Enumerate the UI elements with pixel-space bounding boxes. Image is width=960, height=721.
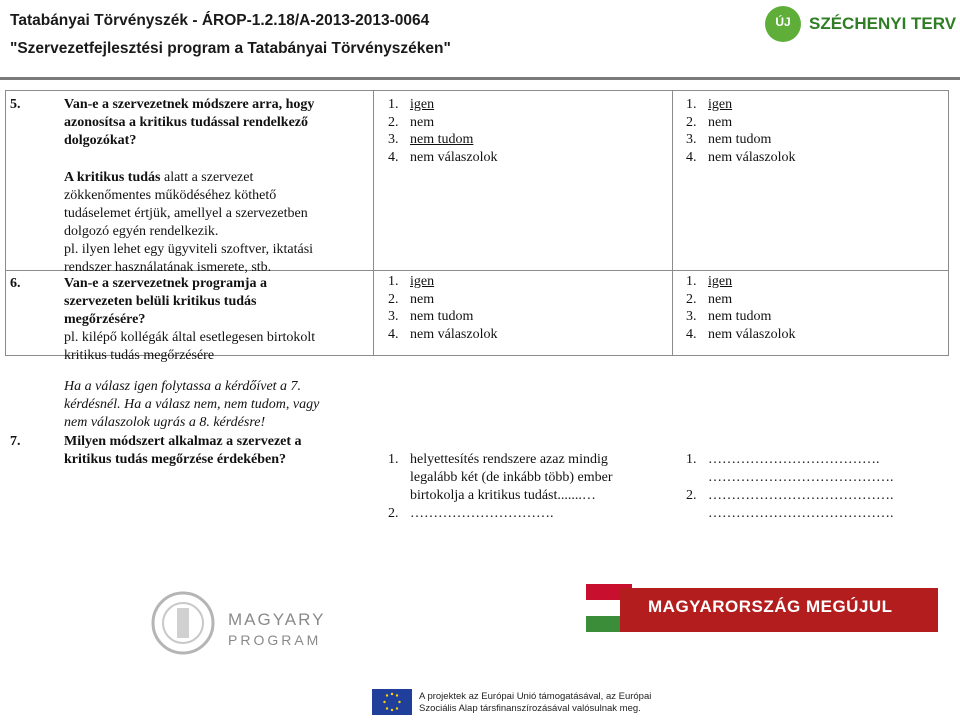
question-7-text: Milyen módszert alkalmaz a szervezet a kritikus tudás megőrzése érdekében?: [64, 434, 302, 467]
header-divider: [0, 77, 960, 80]
list-item: 2. nem: [686, 291, 733, 307]
question-5-explanation: A kritikus tudás alatt a szervezet zökkenőmentes működéséhez köthető tudáselemet értjük, amellyel a szervezetben dolgozó egyén rendelkezik. pl. ilyen lehet egy ügyviteli szoftver, iktatási rendszer használatának ismerete, stb.: [64, 170, 314, 275]
magyary-program-logo: [140, 582, 340, 662]
magyarorszag-megujul-logo: [580, 578, 942, 630]
question-5-number: 5.: [10, 97, 21, 112]
question-5-text: Van-e a szervezetnek módszere arra, hogy azonosítsa a kritikus tudással rendelkező dolgozókat?: [64, 97, 315, 148]
question-7-number: 7.: [10, 434, 21, 449]
question-6-number: 6.: [10, 276, 21, 291]
question-7-answer-b: 1. ………………………………. …………………………………. 2. …………………………………. ………………………………….: [686, 452, 894, 521]
list-item: 3. nem tudom: [686, 309, 772, 324]
list-item: 3. nem tudom: [388, 132, 474, 147]
question-6-text: Van-e a szervezetnek programja a szervezeten belüli kritikus tudás megőrzésére?: [64, 276, 267, 327]
list-item: 1. igen: [686, 274, 733, 289]
page-subtitle: "Szervezetfejlesztési program a Tatabányai Törvényszéken": [10, 40, 451, 57]
page-title: Tatabányai Törvényszék - ÁROP-1.2.18/A-2013-2013-0064: [10, 12, 430, 29]
uj-badge-text: ÚJ: [775, 15, 791, 29]
list-item: 1. igen: [388, 274, 435, 289]
list-item: 1. igen: [686, 97, 733, 112]
question-6-skip-note: Ha a válasz igen folytassa a kérdőívet a 7. kérdésnél. Ha a válasz nem, nem tudom, vagy nem válaszolok ugrás a 8. kérdésre!: [64, 379, 320, 430]
magyary-subtitle: PROGRAM: [228, 632, 322, 648]
megujul-banner-text: MAGYARORSZÁG MEGÚJUL: [648, 597, 893, 616]
list-item: 2. nem: [686, 114, 733, 130]
magyary-title: MAGYARY: [228, 610, 326, 629]
list-item: 4. nem válaszolok: [388, 326, 498, 342]
list-item: 2. nem: [388, 291, 435, 307]
magyary-emblem-icon: [150, 590, 216, 656]
list-item: 3. nem tudom: [388, 309, 474, 324]
szechenyi-terv-logo: [765, 6, 955, 42]
question-6-options-a: [388, 273, 497, 343]
question-5-options-b: [686, 96, 795, 166]
table-column-divider: [373, 90, 374, 356]
szechenyi-terv-text: SZÉCHENYI TERV: [809, 14, 957, 33]
eu-flag-icon: [372, 689, 412, 715]
list-item: 3. nem tudom: [686, 132, 772, 147]
list-item: 4. nem válaszolok: [686, 326, 796, 342]
question-5-options-a: [388, 96, 497, 166]
list-item: 1. igen: [388, 97, 435, 112]
question-7-answer-a: 1. helyettesítés rendszere azaz mindig legalább két (de inkább több) ember birtokolja a kritikus tudást.......… 2. ………………………….: [388, 452, 613, 521]
eu-funding-text: A projektek az Európai Unió támogatásával, az Európai Szociális Alap társfinanszírozásával valósulnak meg.: [419, 691, 652, 714]
question-6-explanation: pl. kilépő kollégák által esetlegesen birtokolt kritikus tudás megőrzésére: [64, 330, 316, 363]
table-column-divider: [672, 90, 673, 356]
list-item: 4. nem válaszolok: [686, 149, 796, 165]
list-item: 4. nem válaszolok: [388, 149, 498, 165]
question-6-options-b: [686, 273, 795, 343]
list-item: 2. nem: [388, 114, 435, 130]
